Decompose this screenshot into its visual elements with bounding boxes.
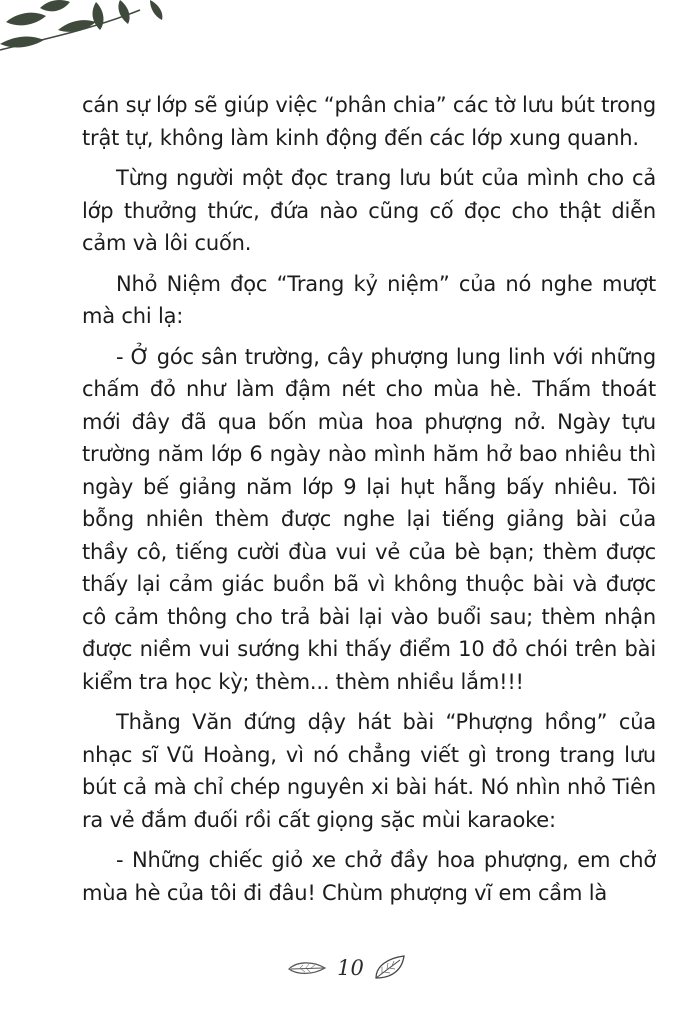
page-number: 10: [337, 956, 364, 980]
body-text: [82, 89, 656, 917]
leaf-left-icon: [287, 959, 329, 977]
paragraph: Nhỏ Niệm đọc “Trang kỷ niệm” của nó nghe mượt mà chi lạ:: [82, 271, 656, 328]
page-footer: [0, 948, 695, 988]
paragraph: cán sự lớp sẽ giúp việc “phân chia” các tờ lưu bút trong trật tự, không làm kinh động đến các lớp xung quanh.: [82, 93, 656, 150]
paragraph: Từng người một đọc trang lưu bút của mình cho cả lớp thưởng thức, đứa nào cũng cố đọc cho thật diễn cảm và lôi cuốn.: [82, 166, 656, 255]
paragraph: - Ở góc sân trường, cây phượng lung linh với những chấm đỏ như làm đậm nét cho mùa hè. Thấm thoát mới đây đã qua bốn mùa hoa phượng nở. Ngày tựu trường năm lớp 6 ngày nào mình hăm hở bao nhiêu thì ngày bế giảng năm lớp 9 lại hụt hẫng bấy nhiêu. Tôi bỗng nhiên thèm được nghe lại tiếng giảng bài của thầy cô, tiếng cười đùa vui vẻ của bè bạn; thèm được thấy lại cảm giác buồn bã vì không thuộc bài và được cô cảm thông cho trả bài lại vào buổi sau; thèm nhận được niềm vui sướng khi thấy điểm 10 đỏ chói trên bài kiểm tra học kỳ; thèm... thèm nhiều lắm!!!: [82, 344, 656, 694]
leaf-right-icon: [372, 954, 408, 982]
paragraph: Thằng Văn đứng dậy hát bài “Phượng hồng” của nhạc sĩ Vũ Hoàng, vì nó chẳng viết gì trong trang lưu bút cả mà chỉ chép nguyên xi bài hát. Nó nhìn nhỏ Tiên ra vẻ đắm đuối rồi cất giọng sặc mùi karaoke:: [82, 710, 656, 832]
leaf-branch-icon: [0, 0, 190, 70]
paragraph: - Những chiếc giỏ xe chở đầy hoa phượng, em chở mùa hè của tôi đi đâu! Chùm phượng vĩ em cầm là: [82, 848, 656, 905]
